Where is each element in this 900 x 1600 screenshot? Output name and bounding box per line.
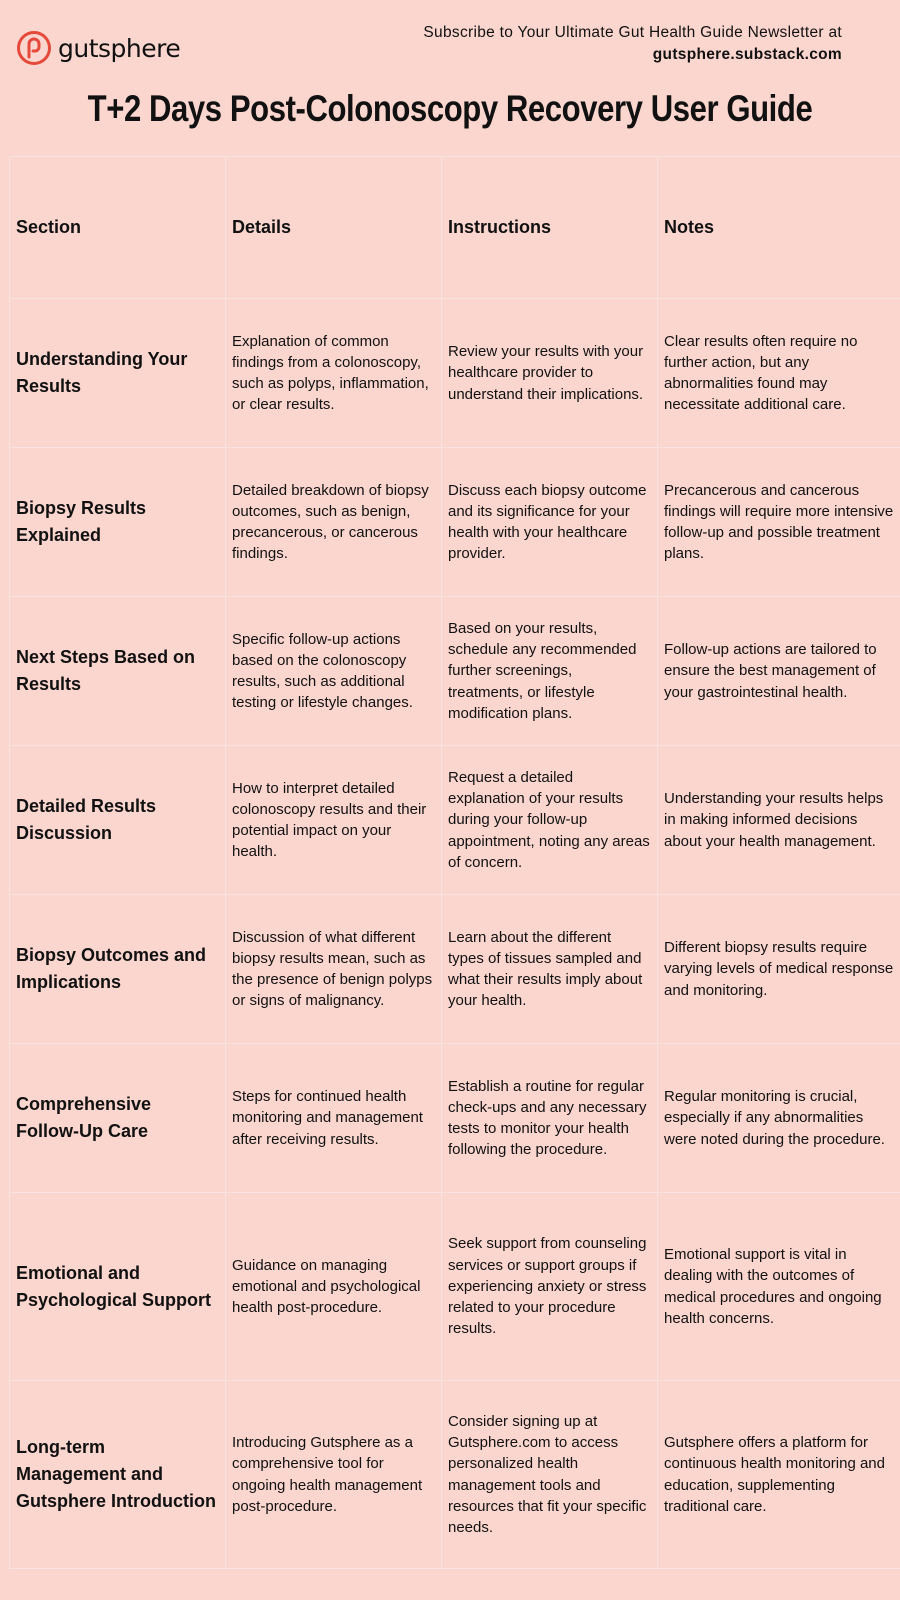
row-details: How to interpret detailed colonoscopy results and their potential impact on your health. [226, 746, 442, 895]
row-instructions: Learn about the different types of tissues sampled and what their results imply about your health. [442, 895, 658, 1044]
table-row [10, 299, 900, 448]
row-instructions: Seek support from counseling services or support groups if experiencing anxiety or stress related to your procedure results. [442, 1193, 658, 1381]
table-row [10, 448, 900, 597]
row-section: Detailed Results Discussion [10, 746, 226, 895]
header-section: Section [10, 157, 226, 299]
row-section: Understanding Your Results [10, 299, 226, 448]
header-notes: Notes [658, 157, 900, 299]
row-notes: Follow-up actions are tailored to ensure the best management of your gastrointestinal health. [658, 597, 900, 746]
row-details: Detailed breakdown of biopsy outcomes, such as benign, precancerous, or cancerous findings. [226, 448, 442, 597]
row-details: Steps for continued health monitoring and management after receiving results. [226, 1044, 442, 1193]
table-row [10, 895, 900, 1044]
page-title: T+2 Days Post-Colonoscopy Recovery User Guide [87, 88, 813, 129]
row-details: Specific follow-up actions based on the colonoscopy results, such as additional testing or lifestyle changes. [226, 597, 442, 746]
row-section: Long-term Management and Gutsphere Introduction [10, 1381, 226, 1569]
row-notes: Gutsphere offers a platform for continuous health monitoring and education, supplementing traditional care. [658, 1381, 900, 1569]
brand[interactable] [16, 30, 180, 66]
table-row [10, 1044, 900, 1193]
header-instructions: Instructions [442, 157, 658, 299]
brand-name: gutsphere [58, 33, 181, 63]
row-details: Discussion of what different biopsy results mean, such as the presence of benign polyps or signs of malignancy. [226, 895, 442, 1044]
recovery-guide-table [9, 156, 900, 1569]
row-section: Comprehensive Follow-Up Care [10, 1044, 226, 1193]
row-instructions: Request a detailed explanation of your results during your follow-up appointment, noting any areas of concern. [442, 746, 658, 895]
row-instructions: Consider signing up at Gutsphere.com to access personalized health management tools and resources that fit your specific needs. [442, 1381, 658, 1569]
row-details: Explanation of common findings from a colonoscopy, such as polyps, inflammation, or clear results. [226, 299, 442, 448]
row-notes: Understanding your results helps in making informed decisions about your health management. [658, 746, 900, 895]
newsletter-link[interactable]: gutsphere.substack.com [652, 46, 842, 63]
table-row [10, 1381, 900, 1569]
table-header-row [10, 157, 900, 299]
row-notes: Precancerous and cancerous findings will require more intensive follow-up and possible treatment plans. [658, 448, 900, 597]
row-section: Biopsy Results Explained [10, 448, 226, 597]
row-section: Biopsy Outcomes and Implications [10, 895, 226, 1044]
table-row [10, 597, 900, 746]
row-instructions: Establish a routine for regular check-ups and any necessary tests to monitor your health following the procedure. [442, 1044, 658, 1193]
row-details: Introducing Gutsphere as a comprehensive tool for ongoing health management post-procedure. [226, 1381, 442, 1569]
row-notes: Different biopsy results require varying levels of medical response and monitoring. [658, 895, 900, 1044]
gutsphere-logo-icon [16, 30, 52, 66]
row-details: Guidance on managing emotional and psychological health post-procedure. [226, 1193, 442, 1381]
header-details: Details [226, 157, 442, 299]
row-section: Next Steps Based on Results [10, 597, 226, 746]
row-notes: Regular monitoring is crucial, especially if any abnormalities were noted during the procedure. [658, 1044, 900, 1193]
row-instructions: Discuss each biopsy outcome and its significance for your health with your healthcare provider. [442, 448, 658, 597]
row-notes: Clear results often require no further action, but any abnormalities found may necessitate additional care. [658, 299, 900, 448]
row-section: Emotional and Psychological Support [10, 1193, 226, 1381]
subscribe-text: Subscribe to Your Ultimate Gut Health Guide Newsletter at [423, 24, 842, 41]
subscribe-banner [423, 22, 842, 66]
table-row [10, 1193, 900, 1381]
table-row [10, 746, 900, 895]
row-instructions: Review your results with your healthcare provider to understand their implications. [442, 299, 658, 448]
row-instructions: Based on your results, schedule any recommended further screenings, treatments, or lifestyle modification plans. [442, 597, 658, 746]
row-notes: Emotional support is vital in dealing with the outcomes of medical procedures and ongoing health concerns. [658, 1193, 900, 1381]
